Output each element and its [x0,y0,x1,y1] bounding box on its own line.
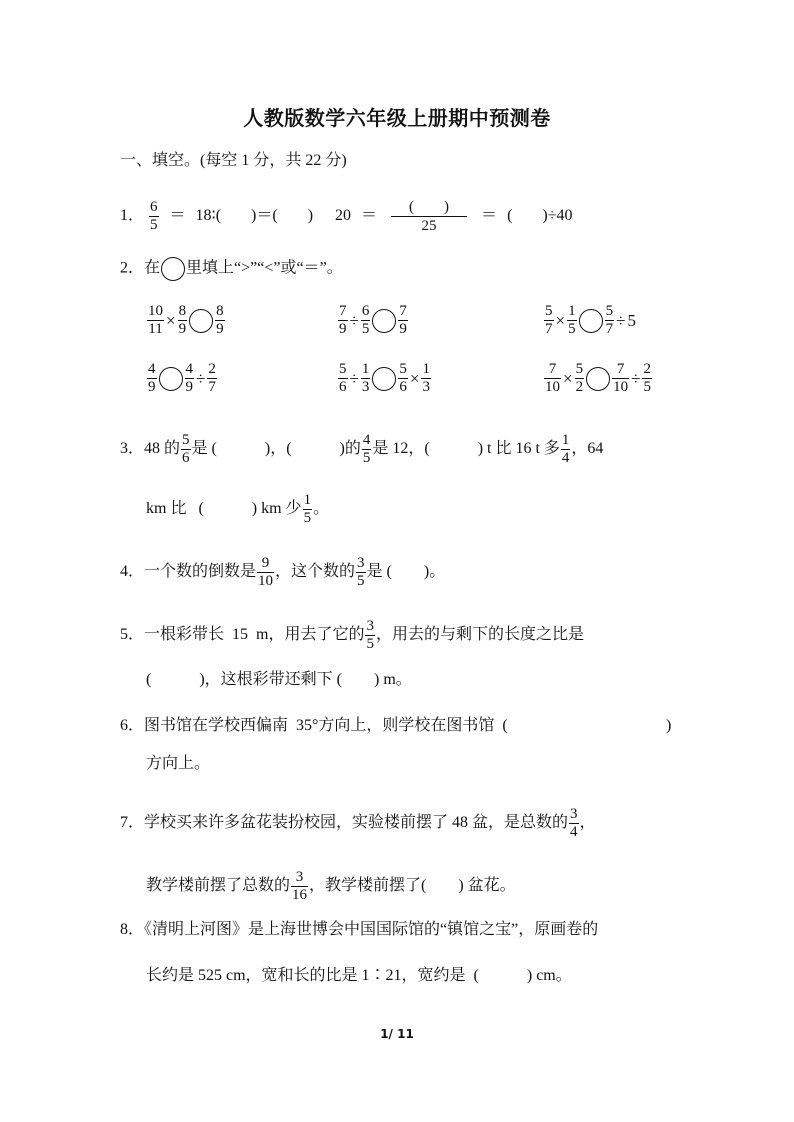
q1-text: 20 [335,207,352,225]
compare-item: $\frac{4}{9}$ $\frac{4}{9}$ ÷ $\frac{2}{7}$ [148,361,216,395]
q1-text: )÷40 [542,207,573,225]
question-6-cont: 方向上。 [146,755,211,772]
q1-number: 1． [120,207,145,225]
blank-fraction: $\frac{( )}{25}$ [391,198,467,235]
question-6-close: ) [666,717,672,734]
question-5: 5．一根彩带长 15 m，用去了它的 $\frac{3}{5}$ ，用去的与剩下的长度之比是 [120,618,584,652]
compare-item: $\frac{10}{11}$ × $\frac{8}{9}$ $\frac{8}{9}$ [148,303,224,337]
question-4: 4．一个数的倒数是 $\frac{9}{10}$ ，这个数的 $\frac{3}{5}$ 是 ( )。 [120,555,446,589]
equals-sign: ＝ [361,207,378,225]
fraction: $\frac{6}{5}$ [150,199,158,233]
section-heading: 一、填空。(每空 1 分，共 22 分) [120,152,347,169]
exam-title: 人教版数学六年级上册期中预测卷 [243,106,551,130]
answer-circle[interactable] [586,367,610,391]
question-7-cont: 教学楼前摆了总数的 $\frac{3}{16}$ ，教学楼前摆了( ) 盆花。 [146,869,516,903]
page-number: 1/ 11 [380,1027,414,1041]
question-3: 3．48 的 $\frac{5}{6}$ 是 ( )，( )的 $\frac{4}{5}$ 是 12，( ) t 比 16 t 多 $\frac{1}{4}$ ，64 [120,432,604,466]
answer-circle[interactable] [189,309,213,333]
compare-circle-icon [161,257,185,281]
compare-item: $\frac{5}{6}$ ÷ $\frac{1}{3}$ $\frac{5}{6}$ × $\frac{1}{3}$ [339,361,430,395]
compare-item: $\frac{7}{9}$ ÷ $\frac{6}{5}$ $\frac{7}{9}$ [339,303,407,337]
question-3-cont: km 比 ( ) km 少 $\frac{1}{5}$ 。 [146,492,330,526]
question-8-cont: 长约是 525 cm，宽和长的比是 1∶21，宽约是 ( ) cm。 [146,967,572,984]
question-7: 7．学校买来许多盆花装扮校园，实验楼前摆了 48 盆，是总数的 $\frac{3}{4}$ ， [120,806,596,840]
answer-circle[interactable] [579,309,603,333]
question-5-cont: ( )，这根彩带还剩下 ( ) m。 [146,671,412,688]
question-8: 8．《清明上河图》是上海世博会中国国际馆的“镇馆之宝”，原画卷的 [120,921,599,938]
q2-text: 里填上“>”“<”或“＝”。 [186,259,343,277]
q1-text: 18∶( [195,207,222,225]
equals-sign: ＝ [169,207,186,225]
q1-text: ) [307,207,314,225]
compare-item: $\frac{7}{10}$ × $\frac{5}{2}$ $\frac{7}{10}$ ÷ $\frac{2}{5}$ [545,361,651,395]
q2-text: 在 [144,259,161,277]
answer-circle[interactable] [372,367,396,391]
q1-text: )＝( [251,207,278,225]
q1-text: ( [507,207,513,225]
question-2 [120,257,343,281]
question-6: 6．图书馆在学校西偏南 35°方向上，则学校在图书馆 ( [120,717,508,734]
compare-item: $\frac{5}{7}$ × $\frac{1}{5}$ $\frac{5}{7}$ ÷ 5 [545,303,636,337]
q2-number: 2． [120,259,145,277]
answer-circle[interactable] [372,309,396,333]
answer-circle[interactable] [159,367,183,391]
equals-sign: ＝ [481,207,498,225]
question-1 [120,198,573,235]
